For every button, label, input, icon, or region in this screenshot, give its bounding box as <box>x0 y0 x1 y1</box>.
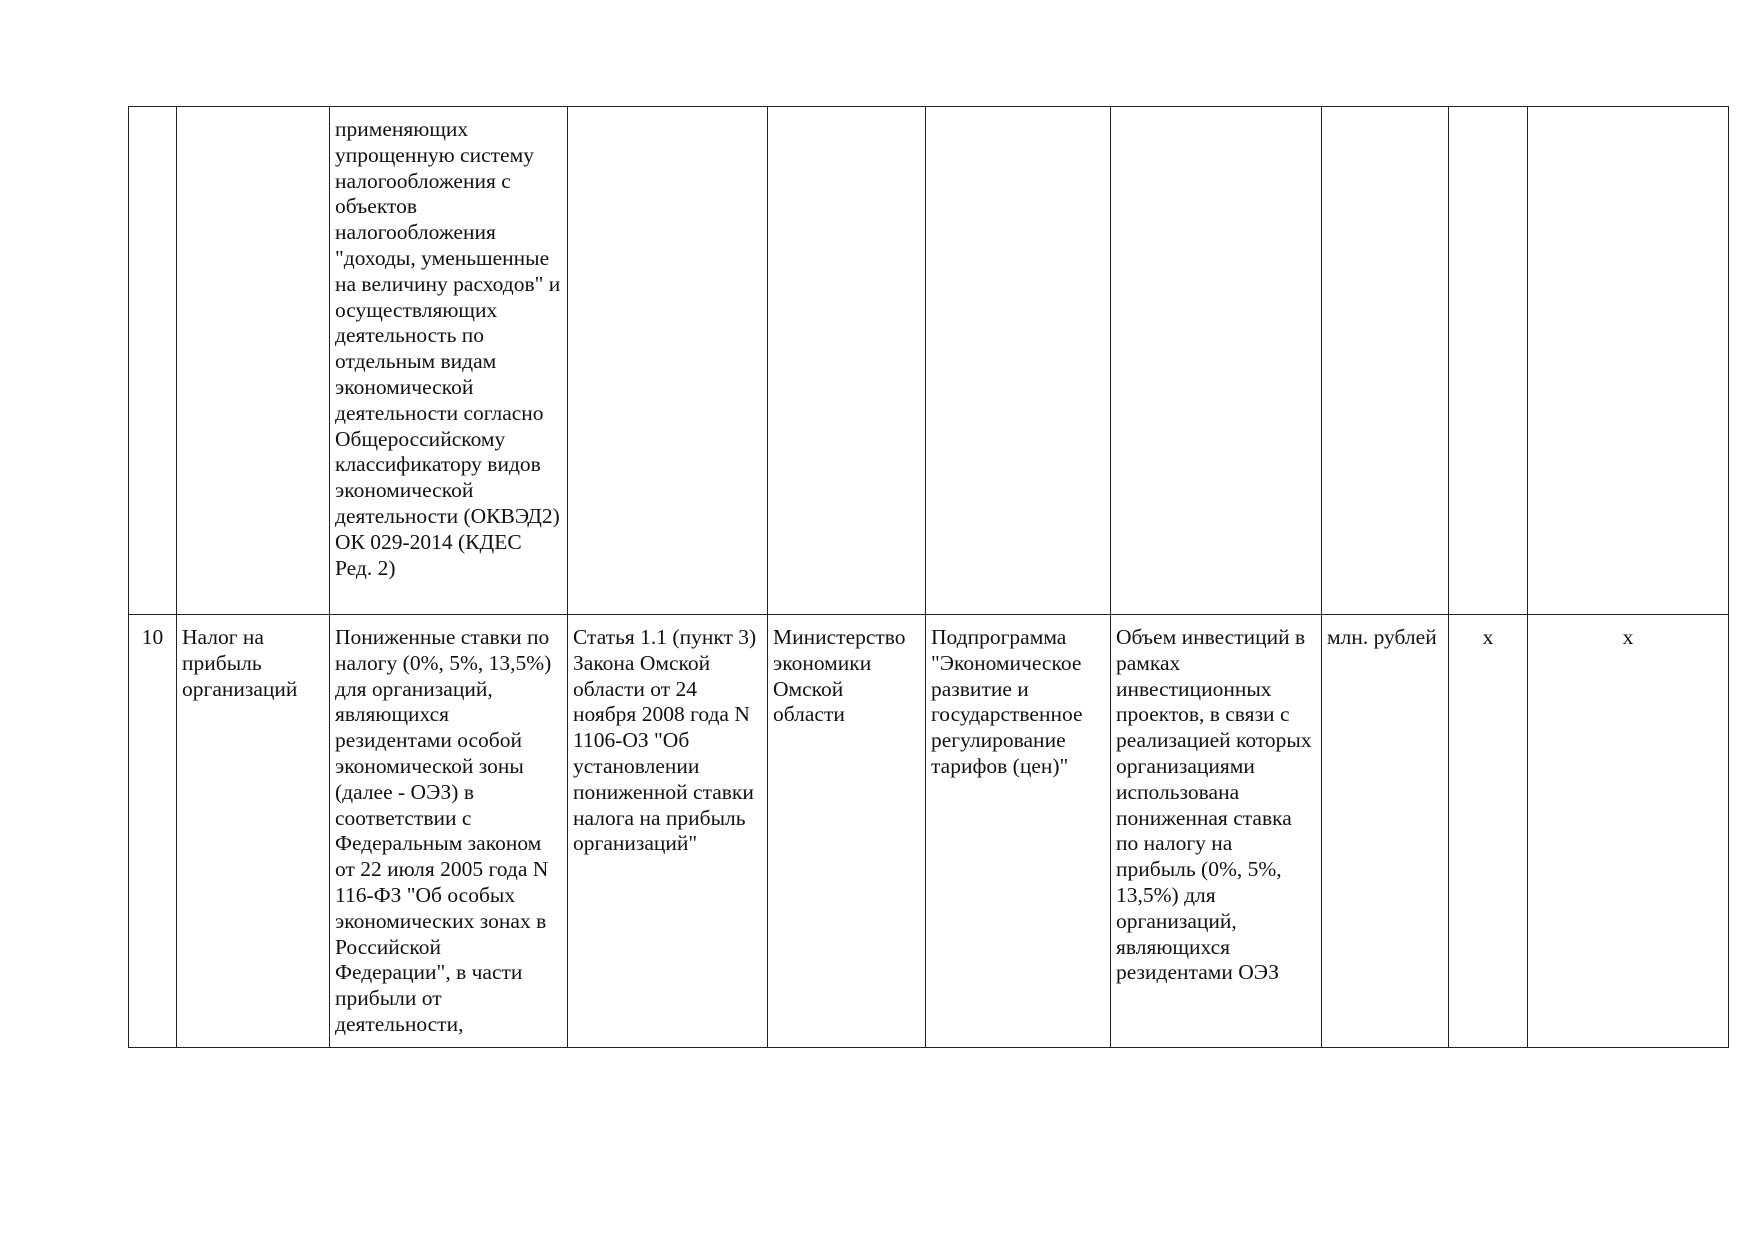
cell-indicator <box>1111 107 1322 615</box>
cell-row-number: 10 <box>129 615 177 1048</box>
cell-program <box>926 107 1111 615</box>
cell-indicator: Объем инвестиций в рамках инвестиционных проектов, в связи с реализацией которых организациями использована пониженная ставка по налогу на прибыль (0%, 5%, 13,5%) для организаций, являющихся резидентами ОЭЗ <box>1111 615 1322 1048</box>
cell-tax-name <box>177 107 330 615</box>
cell-value-2 <box>1528 107 1729 615</box>
cell-unit <box>1322 107 1449 615</box>
cell-value-1: х <box>1449 615 1528 1048</box>
cell-curator <box>768 107 926 615</box>
table-row <box>129 615 1729 1048</box>
cell-row-number <box>129 107 177 615</box>
cell-curator: Министерство экономики Омской области <box>768 615 926 1048</box>
cell-benefit-description: Пониженные ставки по налогу (0%, 5%, 13,5%) для организаций, являющихся резидентами особой экономической зоны (далее - ОЭЗ) в соответствии с Федеральным законом от 22 июля 2005 года N 116-ФЗ "Об особых экономических зонах в Российской Федерации", в части прибыли от деятельности, <box>330 615 568 1048</box>
cell-value-1 <box>1449 107 1528 615</box>
cell-program: Подпрограмма "Экономическое развитие и государственное регулирование тарифов (цен)" <box>926 615 1111 1048</box>
cell-tax-name: Налог на прибыль организаций <box>177 615 330 1048</box>
cell-legal-basis <box>568 107 768 615</box>
cell-value-2: х <box>1528 615 1729 1048</box>
cell-legal-basis: Статья 1.1 (пункт 3) Закона Омской области от 24 ноября 2008 года N 1106-ОЗ "Об установлении пониженной ставки налога на прибыль организаций" <box>568 615 768 1048</box>
table-row <box>129 107 1729 615</box>
cell-unit: млн. рублей <box>1322 615 1449 1048</box>
cell-benefit-description: применяющих упрощенную систему налогообложения с объектов налогообложения "доходы, уменьшенные на величину расходов" и осуществляющих деятельность по отдельным видам экономической деятельности согласно Общероссийскому классификатору видов экономической деятельности (ОКВЭД2) ОК 029-2014 (КДЕС Ред. 2) <box>330 107 568 615</box>
tax-benefits-table <box>128 106 1729 1048</box>
